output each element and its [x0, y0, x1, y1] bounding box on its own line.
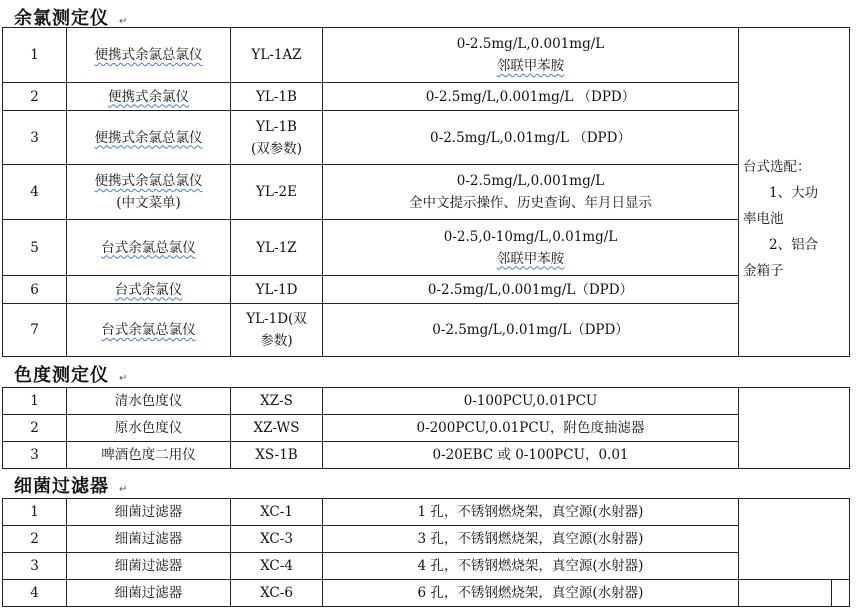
row-index: 4	[3, 580, 67, 607]
residual-chlorine-table	[2, 27, 850, 357]
specification: 0-2.5mg/L,0.001mg/L（DPD）	[323, 276, 739, 304]
model-line: YL-1B	[256, 118, 297, 135]
specification: 0-200PCU,0.01PCU，附色度抽滤器	[323, 415, 739, 442]
specification	[323, 165, 739, 220]
specification: 6 孔，不锈钢燃烧架，真空源(水射器)	[323, 580, 739, 607]
model-number: YL-2E	[231, 165, 323, 220]
table-row	[3, 28, 850, 83]
paragraph-mark: ↵	[119, 373, 129, 384]
row-index: 1	[3, 388, 67, 415]
product-name-text: 便携式余氯仪	[108, 88, 189, 105]
product-name: 细菌过滤器	[67, 553, 231, 580]
product-name: 细菌过滤器	[67, 580, 231, 607]
product-name-line: 便携式余氯总氯仪	[94, 173, 203, 189]
table-row	[3, 220, 850, 276]
table-row	[3, 111, 850, 165]
product-name	[67, 165, 231, 220]
option-item-1: 1、大功	[769, 185, 819, 202]
row-index: 3	[3, 553, 67, 580]
section-title-text: 细菌过滤器	[14, 476, 109, 497]
table-row	[3, 276, 850, 304]
model-line: 参数)	[260, 333, 293, 349]
model-number: XZ-WS	[231, 415, 323, 442]
spec-text: 1 孔，不锈钢燃烧架，真空源(水射器)	[417, 504, 644, 520]
product-name-text: 台式余氯仪	[114, 281, 183, 298]
model-number: XC-1	[231, 499, 323, 526]
section-title-text: 色度测定仪	[14, 365, 109, 386]
specification: 0-20EBC 或 0-100PCU，0.01	[323, 442, 739, 469]
row-index: 3	[3, 442, 67, 469]
model-number: XZ-S	[231, 388, 323, 415]
table-row	[3, 304, 850, 357]
model-number: YL-1D	[231, 276, 323, 304]
table-row	[3, 415, 850, 442]
spec-line: 0-2.5mg/L,0.001mg/L	[456, 36, 605, 52]
specification: 3 孔，不锈钢燃烧架，真空源(水射器)	[323, 526, 739, 553]
product-name-text: 便携式余氯总氯仪	[94, 47, 203, 63]
specification: 0-2.5mg/L,0.01mg/L（DPD）	[323, 304, 739, 357]
specification	[323, 220, 739, 276]
options-cell	[739, 580, 832, 607]
section-title-bacteria	[14, 472, 128, 498]
option-item-2-cont: 金箱子	[743, 263, 784, 280]
spec-line: 全中文提示操作、历史查询、年月日显示	[409, 195, 652, 211]
product-name	[67, 28, 231, 83]
spec-line: 0-2.5mg/L,0.001mg/L	[456, 173, 605, 189]
table-row	[3, 388, 850, 415]
color-table	[2, 387, 850, 469]
product-name	[67, 111, 231, 165]
row-index: 2	[3, 83, 67, 111]
model-line: (双参数)	[250, 140, 303, 157]
product-name-text: 便携式余氯总氯仪	[94, 129, 203, 146]
spec-line: 0-2.5,0-10mg/L,0.01mg/L	[443, 228, 618, 245]
model-number	[231, 304, 323, 357]
model-number: YL-1Z	[231, 220, 323, 276]
table-row	[3, 580, 850, 607]
product-name	[67, 304, 231, 357]
section-title-color	[14, 361, 128, 387]
row-index: 1	[3, 499, 67, 526]
model-number: XC-4	[231, 553, 323, 580]
options-heading: 台式选配：	[743, 159, 811, 176]
product-name	[67, 276, 231, 304]
specification: 0-2.5mg/L,0.01mg/L （DPD）	[323, 111, 739, 165]
row-index: 5	[3, 220, 67, 276]
spec-line: 邻联甲苯胺	[496, 250, 565, 267]
specification	[323, 28, 739, 83]
model-number: XS-1B	[231, 442, 323, 469]
row-index: 6	[3, 276, 67, 304]
table-row	[3, 499, 850, 526]
model-number: XC-6	[231, 580, 323, 607]
row-index: 4	[3, 165, 67, 220]
paragraph-mark: ↵	[119, 484, 129, 495]
product-name: 清水色度仪	[67, 388, 231, 415]
extra-cell	[832, 580, 850, 607]
product-name-text: 台式余氯总氯仪	[101, 322, 196, 338]
product-name: 啤酒色度二用仪	[67, 442, 231, 469]
table-row	[3, 165, 850, 220]
product-name-line: (中文菜单)	[116, 195, 181, 211]
product-name	[67, 220, 231, 276]
paragraph-mark: ↵	[119, 16, 129, 27]
product-name: 细菌过滤器	[67, 526, 231, 553]
row-index: 3	[3, 111, 67, 165]
bacteria-table	[2, 498, 850, 607]
spec-line: 邻联甲苯胺	[496, 58, 565, 74]
product-name: 细菌过滤器	[67, 499, 231, 526]
row-index: 7	[3, 304, 67, 357]
options-cell	[739, 499, 850, 580]
section-title-text: 余氯测定仪	[14, 8, 109, 29]
row-index: 2	[3, 415, 67, 442]
model-number: YL-1AZ	[231, 28, 323, 83]
specification: 0-2.5mg/L,0.001mg/L （DPD）	[323, 83, 739, 111]
specification	[323, 499, 739, 526]
option-item-2: 2、铝合	[769, 237, 819, 254]
table-row	[3, 526, 850, 553]
product-name	[67, 83, 231, 111]
options-cell-top	[739, 28, 850, 83]
optional-accessories-cell	[739, 83, 850, 357]
row-index: 1	[3, 28, 67, 83]
row-index: 2	[3, 526, 67, 553]
specification: 4 孔，不锈钢燃烧架，真空源(水射器)	[323, 553, 739, 580]
model-line: YL-1D(双	[246, 311, 307, 327]
table-row	[3, 553, 850, 580]
product-name: 原水色度仪	[67, 415, 231, 442]
product-name-text: 台式余氯总氯仪	[101, 239, 196, 256]
option-item-1-cont: 率电池	[743, 211, 784, 228]
table-row	[3, 83, 850, 111]
model-number: XC-3	[231, 526, 323, 553]
model-number	[231, 111, 323, 165]
specification: 0-100PCU,0.01PCU	[323, 388, 739, 415]
table-row	[3, 442, 850, 469]
options-cell	[739, 388, 850, 469]
model-number: YL-1B	[231, 83, 323, 111]
